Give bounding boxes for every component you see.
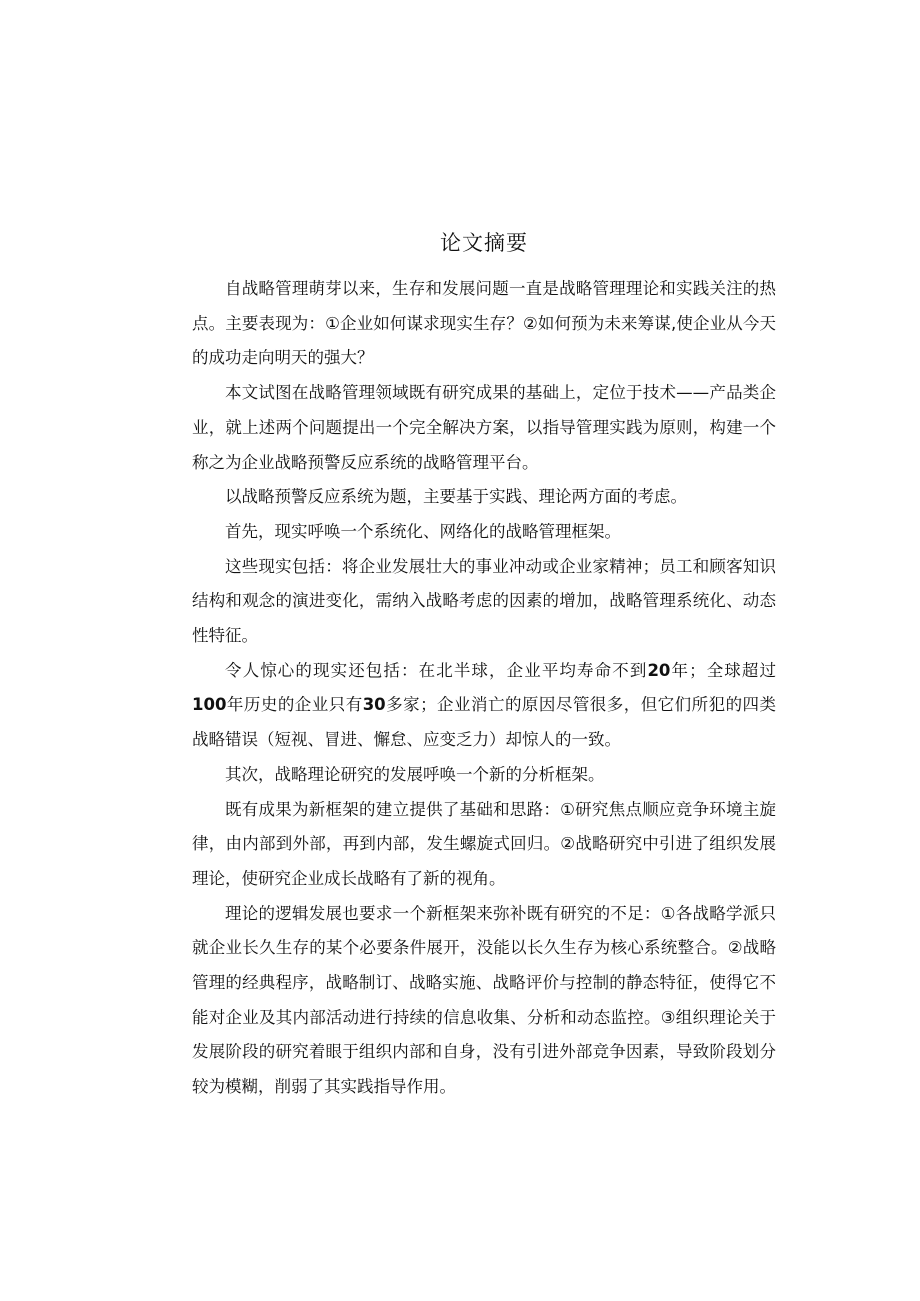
paragraph-1: 自战略管理萌芽以来，生存和发展问题一直是战略管理理论和实践关注的热点。主要表现为：①企业如何谋求现实生存？②如何预为未来筹谋,使企业从今天的成功走向明天的强大？ bbox=[192, 279, 776, 368]
paragraph-4: 首先，现实呼唤一个系统化、网络化的战略管理框架。 bbox=[225, 521, 621, 541]
paragraph-2: 本文试图在战略管理领域既有研究成果的基础上，定位于技术——产品类企业，就上述两个问题提出一个完全解决方案，以指导管理实践为原则，构建一个称之为企业战略预警反应系统的战略管理平台。 bbox=[192, 383, 776, 472]
paragraph-9: 理论的逻辑发展也要求一个新框架来弥补既有研究的不足：①各战略学派只就企业长久生存的某个必要条件展开，没能以长久生存为核心系统整合。②战略管理的经典程序，战略制订、战略实施、战略评价与控制的静态特征，使得它不能对企业及其内部活动进行持续的信息收集、分析和动态监控。③组织理论关于发展阶段的研究着眼于组织内部和自身，没有引进外部竞争因素，导致阶段划分较为模糊，削弱了其实践指导作用。 bbox=[192, 903, 776, 1097]
paragraph-8: 既有成果为新框架的建立提供了基础和思路：①研究焦点顺应竞争环境主旋律，由内部到外部，再到内部，发生螺旋式回归。②战略研究中引进了组织发展理论，使研究企业成长战略有了新的视角。 bbox=[192, 799, 776, 888]
page-title: 论文摘要 bbox=[440, 231, 528, 255]
paragraph-5: 这些现实包括：将企业发展壮大的事业冲动或企业家精神；员工和顾客知识结构和观念的演进变化，需纳入战略考虑的因素的增加，战略管理系统化、动态性特征。 bbox=[192, 556, 776, 646]
paragraph-7: 其次，战略理论研究的发展呼唤一个新的分析框架。 bbox=[225, 764, 605, 784]
paragraph-3: 以战略预警反应系统为题，主要基于实践、理论两方面的考虑。 bbox=[225, 487, 687, 507]
abstract-page bbox=[192, 226, 776, 1105]
paragraph-6: 令人惊心的现实还包括：在北半球，企业平均寿命不到20年；全球超过100年历史的企业只有30多家；企业消亡的原因尽管很多，但它们所犯的四类战略错误（短视、冒进、懈怠、应变乏力）却惊人的一致。 bbox=[192, 660, 777, 750]
